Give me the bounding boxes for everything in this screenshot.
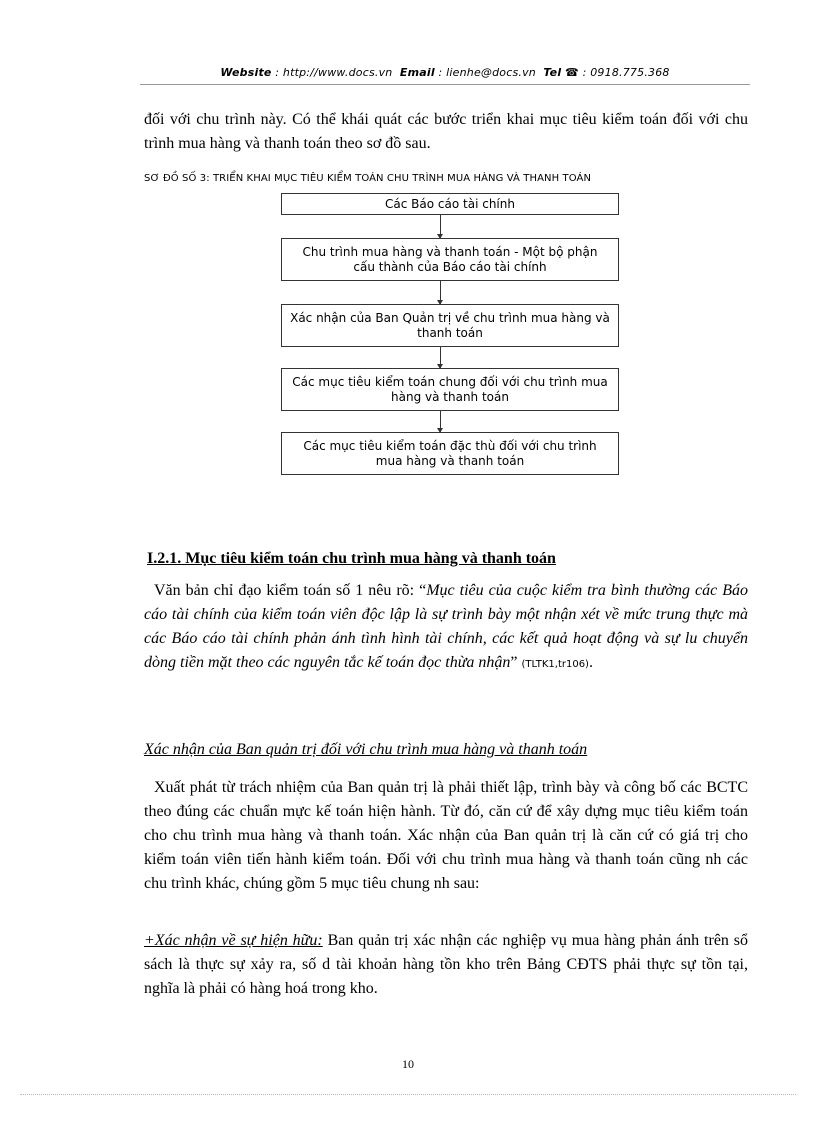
- flow-arrow: [440, 215, 441, 238]
- diagram-title: SƠ ĐỒ SỐ 3: TRIỂN KHAI MỤC TIÊU KIỂM TOÁN CHU TRÌNH MUA HÀNG VÀ THANH TOÁN: [144, 173, 592, 184]
- tel-label: Tel: [543, 66, 562, 79]
- website-label: Website: [220, 66, 272, 79]
- phone-icon: ☎: [565, 66, 579, 79]
- quote-lead: Văn bản chỉ đạo kiểm toán số 1 nêu rõ: “: [154, 582, 427, 599]
- flow-arrow: [440, 347, 441, 368]
- page-number: 10: [402, 1057, 414, 1071]
- quote-end: .: [588, 654, 593, 671]
- tel-value: : 0918.775.368: [582, 66, 670, 79]
- website-value: : http://www.docs.vn: [275, 66, 393, 79]
- flow-box-specific-objectives: Các mục tiêu kiểm toán đặc thù đối với chu trình mua hàng và thanh toán: [281, 432, 619, 475]
- email-value: : lienhe@docs.vn: [438, 66, 536, 79]
- flow-arrow: [440, 411, 441, 432]
- header-divider: [140, 84, 750, 85]
- footer-divider: [20, 1094, 796, 1095]
- flow-box-purchase-cycle: Chu trình mua hàng và thanh toán - Một bộ phận cấu thành của Báo cáo tài chính: [281, 238, 619, 281]
- existence-lead: +Xác nhận về sự hiện hữu:: [144, 932, 323, 949]
- existence-text: Ban quản trị xác nhận các nghiệp vụ mua hàng phản ánh trên sổ sách là thực sự xảy ra, số d tài khoản hàng tồn kho trên Bảng CĐTS phải thực sự tồn tại, nghĩa là phải có hàng hoá trong kho.: [144, 932, 749, 997]
- citation: (TLTK1,tr106): [521, 659, 589, 670]
- intro-paragraph: đối với chu trình này. Có thể khái quát các bước triển khai mục tiêu kiểm toán đối với chu trình mua hàng và thanh toán theo sơ đồ sau.: [144, 111, 748, 152]
- body-paragraph-responsibility: Xuất phát từ trách nhiệm của Ban quản trị là phải thiết lập, trình bày và công bố các BCTC theo đúng các chuẩn mực kế toán hiện hành. Từ đó, căn cứ để xây dựng mục tiêu kiểm toán cho chu trình mua hàng và thanh toán. Xác nhận của Ban quản trị là căn cứ có giá trị cho kiểm toán viên tiến hành kiểm toán. Đối với chu trình mua hàng và thanh toán cũng nh các chu trình khác, chúng gồm 5 mục tiêu chung nh sau:: [144, 779, 748, 892]
- flow-arrow: [440, 281, 441, 304]
- sub-heading: Xác nhận của Ban quản trị đối với chu trình mua hàng và thanh toán: [144, 741, 588, 758]
- email-label: Email: [399, 66, 435, 79]
- section-heading: I.2.1. Mục tiêu kiểm toán chu trình mua hàng và thanh toán: [147, 550, 556, 567]
- flow-box-financial-statements: Các Báo cáo tài chính: [281, 193, 619, 215]
- quote-paragraph: [144, 579, 748, 677]
- page-header: [140, 66, 750, 79]
- flow-box-management-assertions: Xác nhận của Ban Quản trị về chu trình mua hàng và thanh toán: [281, 304, 619, 347]
- quote-italic: Mục tiêu của cuộc kiểm tra bình thường các Báo cáo tài chính của kiểm toán viên độc lập là sự trình bày một nhận xét về mức trung thực mà các Báo cáo tài chính phản ánh tình hình tài chính, các kết quả hoạt động và sự lu chuyển dòng tiền mặt theo các nguyên tắc kế toán đọc thừa nhận: [144, 582, 749, 671]
- quote-close: ”: [510, 654, 522, 671]
- flow-box-general-objectives: Các mục tiêu kiểm toán chung đối với chu trình mua hàng và thanh toán: [281, 368, 619, 411]
- body-paragraph-existence: [144, 929, 748, 1001]
